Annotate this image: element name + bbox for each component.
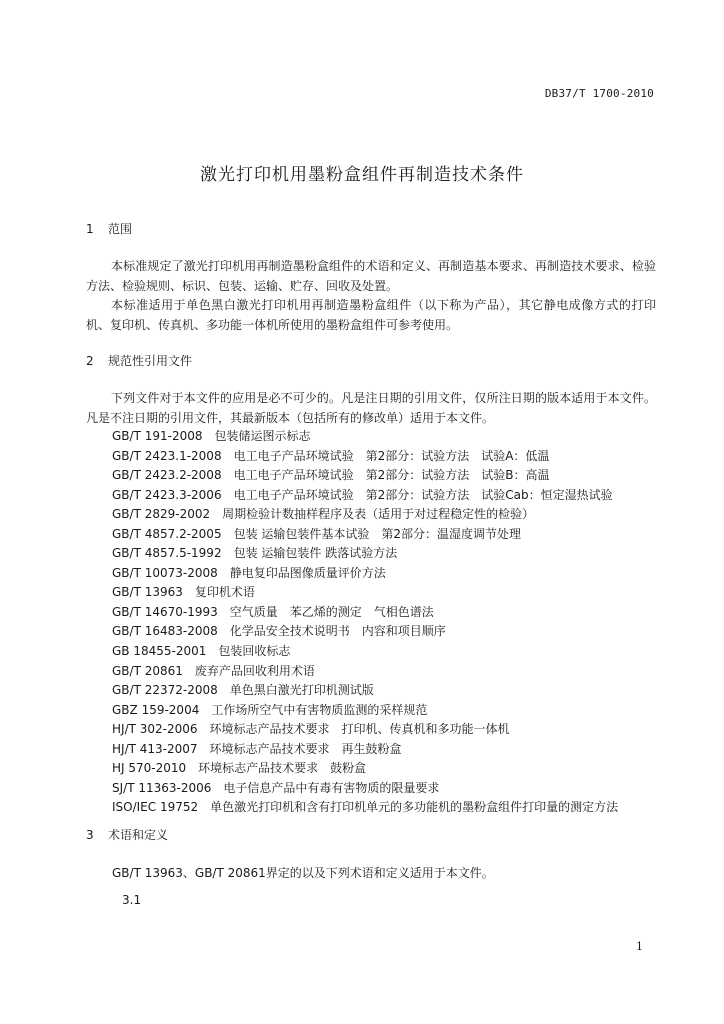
section-1-paragraph-1: 本标准规定了激光打印机用再制造墨粉盒组件的术语和定义、再制造基本要求、再制造技术要求、检验方法、检验规则、标识、包装、运输、贮存、回收及处置。: [86, 259, 656, 293]
section-1-title: 范围: [108, 222, 133, 236]
reference-item: HJ 570-2010 环境标志产品技术要求 鼓粉盒: [112, 761, 367, 776]
reference-item: GB/T 191-2008 包装储运图示标志: [112, 429, 311, 443]
reference-item: SJ/T 11363-2006 电子信息产品中有毒有害物质的限量要求: [112, 780, 440, 795]
section-1-number: 1: [86, 222, 94, 236]
reference-item: GB/T 10073-2008 静电复印品图像质量评价方法: [112, 565, 386, 580]
reference-item: GB/T 13963 复印机术语: [112, 585, 255, 600]
reference-item: GB/T 20861 废弃产品回收利用术语: [112, 663, 315, 678]
page-number: 1: [636, 940, 643, 953]
section-3-intro: GB/T 13963、GB/T 20861界定的以及下列术语和定义适用于本文件。: [112, 866, 494, 880]
reference-item: GB/T 2829-2002 周期检验计数抽样程序及表（适用于对过程稳定性的检验）: [112, 507, 535, 522]
section-2-number: 2: [86, 354, 94, 368]
reference-item: GB/T 2423.3-2006 电工电子产品环境试验 第2部分：试验方法 试验Cab：恒定湿热试验: [112, 487, 613, 502]
section-3-number: 3: [86, 828, 94, 842]
section-2-heading: [86, 352, 192, 369]
section-3-heading: [86, 826, 168, 843]
document-title: 激光打印机用墨粉盒组件再制造技术条件: [200, 165, 524, 185]
reference-list: [112, 427, 618, 818]
reference-item: GB/T 16483-2008 化学品安全技术说明书 内容和项目顺序: [112, 624, 446, 639]
reference-item: GB/T 4857.5-1992 包装 运输包装件 跌落试验方法: [112, 546, 398, 561]
reference-item: GB/T 14670-1993 空气质量 苯乙烯的测定 气相色谱法: [112, 604, 434, 619]
section-1-heading: [86, 220, 132, 237]
section-1-paragraph-2: 本标准适用于单色黑白激光打印机用再制造墨粉盒组件（以下称为产品），其它静电成像方式的打印机、复印机、传真机、多功能一体机所使用的墨粉盒组件可参考使用。: [86, 298, 656, 332]
section-2-intro: 下列文件对于本文件的应用是必不可少的。凡是注日期的引用文件，仅所注日期的版本适用于本文件。凡是不注日期的引用文件，其最新版本（包括所有的修改单）适用于本文件。: [86, 391, 656, 425]
reference-item: GB/T 22372-2008 单色黑白激光打印机测试版: [112, 683, 374, 698]
reference-item: GB/T 4857.2-2005 包装 运输包装件基本试验 第2部分：温湿度调节处理: [112, 526, 522, 541]
reference-item: GB/T 2423.2-2008 电工电子产品环境试验 第2部分：试验方法 试验B：高温: [112, 468, 550, 483]
document-code: DB37/T 1700-2010: [544, 87, 654, 100]
reference-item: HJ/T 302-2006 环境标志产品技术要求 打印机、传真机和多功能一体机: [112, 722, 510, 737]
section-3-title: 术语和定义: [108, 828, 169, 842]
section-2-title: 规范性引用文件: [108, 354, 193, 368]
reference-item: GB/T 2423.1-2008 电工电子产品环境试验 第2部分：试验方法 试验A：低温: [112, 448, 550, 463]
reference-item: GB 18455-2001 包装回收标志: [112, 644, 291, 659]
reference-item: ISO/IEC 19752 单色激光打印机和含有打印机单元的多功能机的墨粉盒组件打印量的测定方法: [112, 800, 619, 815]
reference-item: HJ/T 413-2007 环境标志产品技术要求 再生鼓粉盒: [112, 741, 402, 756]
reference-item: GBZ 159-2004 工作场所空气中有害物质监测的采样规范: [112, 702, 428, 717]
subclause-number: 3.1: [122, 893, 142, 907]
